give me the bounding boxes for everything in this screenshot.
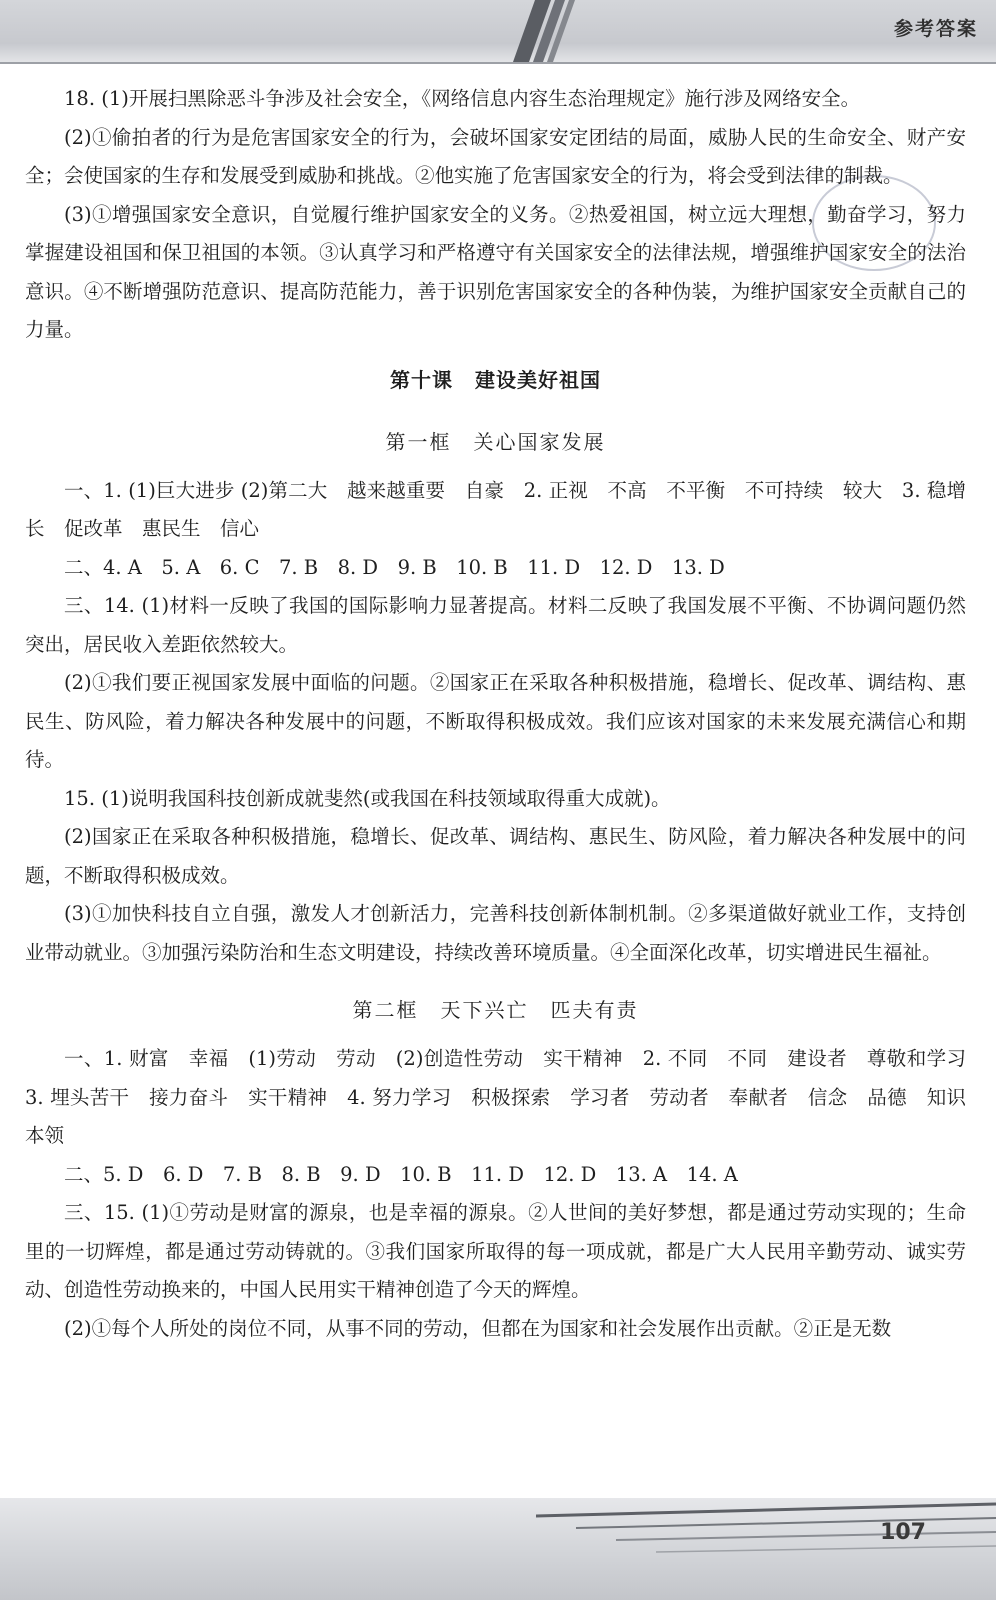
q18-part1: 18. (1)开展扫黑除恶斗争涉及社会安全，《网络信息内容生态治理规定》施行涉及网络安全。: [64, 87, 861, 110]
section1-q15-part3: (3)①加快科技自立自强，激发人才创新活力，完善科技创新体制机制。②多渠道做好就业工作，支持创业带动就业。③加强污染防治和生态文明建设，持续改善环境质量。④全面深化改革，切实增进民生福祉。: [25, 902, 966, 964]
footer-lines-decoration: [536, 1498, 996, 1600]
header-stripes-decoration: [505, 0, 575, 62]
section1-fill-in: 一、1. (1)巨大进步 (2)第二大 越来越重要 自豪 2. 正视 不高 不平衡 不可持续 较大 3. 稳增长 促改革 惠民生 信心: [25, 478, 966, 540]
q18-part3: (3)①增强国家安全意识，自觉履行维护国家安全的义务。②热爱祖国，树立远大理想，勤奋学习，努力掌握建设祖国和保卫祖国的本领。③认真学习和严格遵守有关国家安全的法律法规，增强维护国家安全的法治意识。④不断增强防范意识、提高防范能力，善于识别危害国家安全的各种伪装，为维护国家安全贡献自己的力量。: [25, 202, 966, 341]
section1-q15-part2: (2)国家正在采取各种积极措施，稳增长、促改革、调结构、惠民生、防风险，着力解决各种发展中的问题，不断取得积极成效。: [25, 825, 966, 887]
section1-name: 关心国家发展: [473, 429, 606, 454]
section2-fill-in: 一、1. 财富 幸福 (1)劳动 劳动 (2)创造性劳动 实干精神 2. 不同 不同 建设者 尊敬和学习 3. 埋头苦干 接力奋斗 实干精神 4. 努力学习 积极探索 学习者 劳动者 奉献者 信念 品德 知识 本领: [25, 1047, 986, 1147]
section1-title: [25, 414, 966, 472]
lesson-name: 建设美好祖国: [475, 367, 601, 392]
page-number: 107: [880, 1520, 926, 1545]
section1-q14-part1: 三、14. (1)材料一反映了我国的国际影响力显著提高。材料二反映了我国发展不平衡、不协调问题仍然突出，居民收入差距依然较大。: [25, 594, 966, 656]
section1-choices: 二、4. A 5. A 6. C 7. B 8. D 9. B 10. B 11. D 12. D 13. D: [64, 555, 725, 579]
section2-name: 天下兴亡 匹夫有责: [440, 998, 639, 1022]
section2-q15-part2: (2)①每个人所处的岗位不同，从事不同的劳动，但都在为国家和社会发展作出贡献。②正是无数: [64, 1316, 892, 1340]
lesson-title: [25, 350, 966, 414]
section2-title: [25, 972, 966, 1040]
section1-q14-part2: (2)①我们要正视国家发展中面临的问题。②国家正在采取各种积极措施，稳增长、促改革、调结构、惠民生、防风险，着力解决各种发展中的问题，不断取得积极成效。我们应该对国家的未来发展充满信心和期待。: [25, 671, 966, 771]
section1-number: 第一框: [385, 429, 452, 454]
page-header: [0, 0, 996, 64]
section1-q15-part1: 15. (1)说明我国科技创新成就斐然(或我国在科技领域取得重大成就)。: [64, 786, 671, 810]
section2-q15-part1: 三、15. (1)①劳动是财富的源泉，也是幸福的源泉。②人世间的美好梦想，都是通过劳动实现的；生命里的一切辉煌，都是通过劳动铸就的。③我们国家所取得的每一项成就，都是广大人民用辛勤劳动、诚实劳动、创造性劳动换来的，中国人民用实干精神创造了今天的辉煌。: [25, 1201, 966, 1301]
section2-number: 第二框: [352, 998, 419, 1022]
q18-part2: (2)①偷拍者的行为是危害国家安全的行为，会破坏国家安定团结的局面，威胁人民的生命安全、财产安全；会使国家的生存和发展受到威胁和挑战。②他实施了危害国家安全的行为，将会受到法律的制裁。: [25, 125, 966, 187]
section2-choices: 二、5. D 6. D 7. B 8. B 9. D 10. B 11. D 12. D 13. A 14. A: [64, 1162, 738, 1186]
answer-content: [25, 80, 986, 1348]
page-footer: [0, 1498, 996, 1600]
header-title: 参考答案: [893, 18, 978, 40]
lesson-number: 第十课: [390, 367, 453, 392]
